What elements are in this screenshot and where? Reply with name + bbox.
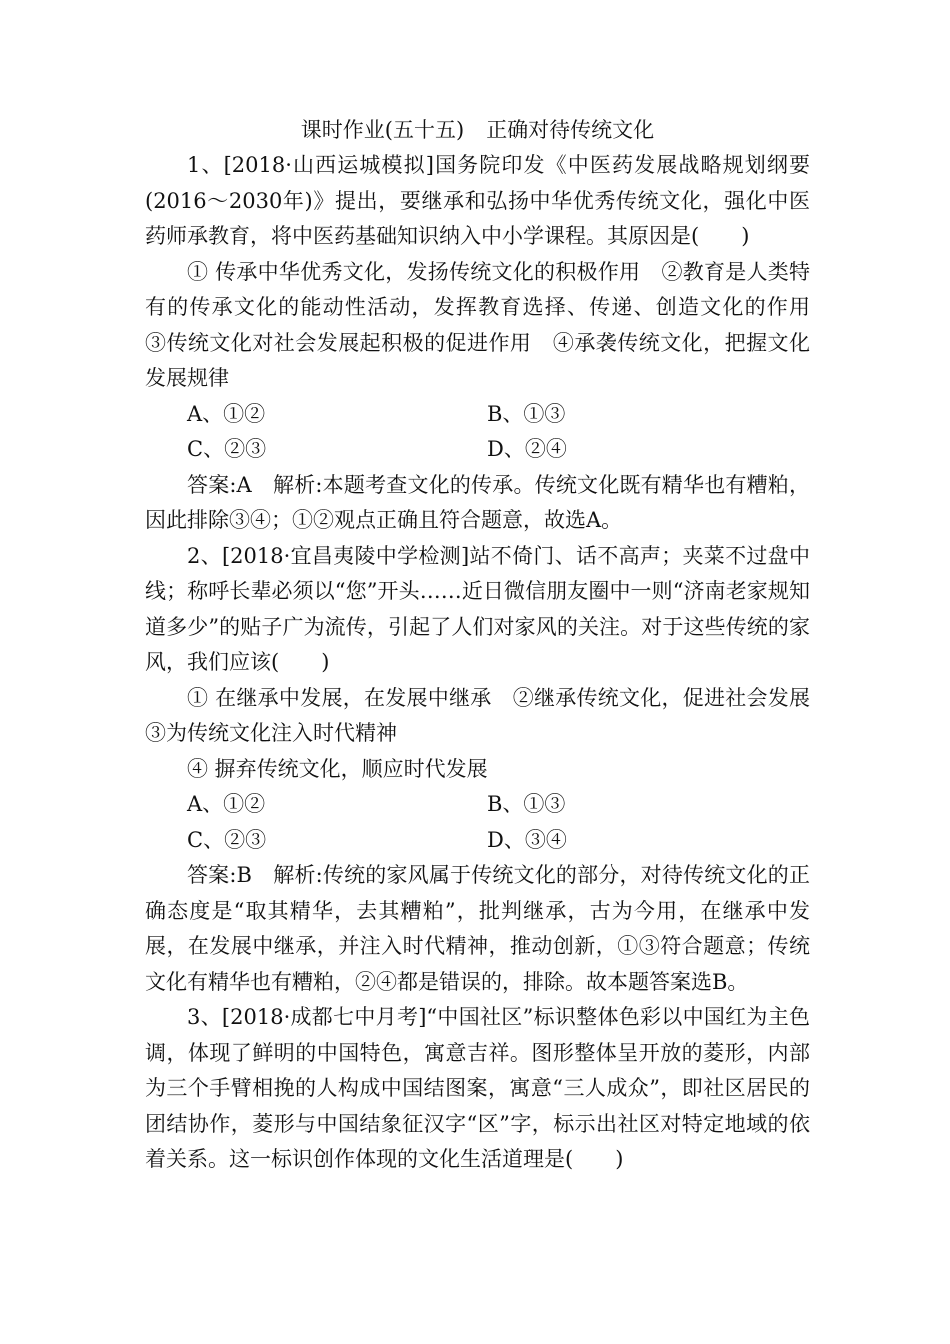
- option-a: A、①②: [187, 792, 266, 816]
- option-a: A、①②: [187, 401, 266, 426]
- question-2-options: [145, 787, 810, 858]
- question-2-statements: ① 在继承中发展，在发展中继承 ②继承传统文化，促进社会发展 ③为传统文化注入时代精神: [145, 685, 831, 745]
- question-1-options: [145, 397, 810, 468]
- option-b: B、①③: [487, 792, 566, 816]
- question-1-answer: 答案:A 解析:本题考查文化的传承。传统文化既有精华也有糟粕，因此排除③④；①②观点正确且符合题意，故选A。: [145, 472, 810, 532]
- question-1-stem: 1、[2018·山西运城模拟]国务院印发《中医药发展战略规划纲要(2016～2030年)》提出，要继承和弘扬中华优秀传统文化，强化中医药师承教育，将中医药基础知识纳入中小学课程。其原因是( ): [145, 153, 810, 248]
- option-c: C、②③: [187, 437, 267, 461]
- question-2-stem: 2、[2018·宜昌夷陵中学检测]站不倚门、话不高声；夹菜不过盘中线；称呼长辈必须以“您”开头……近日微信朋友圈中一则“济南老家规知道多少”的贴子广为流传，引起了人们对家风的关注。对于这些传统的家风，我们应该( ): [145, 543, 810, 674]
- option-b: B、①③: [487, 401, 566, 426]
- document-page: [145, 112, 831, 1178]
- option-d: D、②④: [487, 437, 567, 461]
- question-1-statements: ① 传承中华优秀文化，发扬传统文化的积极作用 ②教育是人类特有的传承文化的能动性活动，发挥教育选择、传递、创造文化的作用 ③传统文化对社会发展起积极的促进作用 ④承袭传统文化，把握文化发展规律: [145, 259, 831, 390]
- option-d: D、③④: [487, 827, 567, 852]
- page-title: [145, 112, 810, 148]
- question-3-stem: 3、[2018·成都七中月考]“中国社区”标识整体色彩以中国红为主色调，体现了鲜明的中国特色，寓意吉祥。图形整体呈开放的菱形，内部为三个手臂相挽的人构成中国结图案，寓意“三人成众”，即社区居民的团结协作，菱形与中国结象征汉字“区”字，标示出社区对特定地域的依着关系。这一标识创作体现的文化生活道理是( ): [145, 1005, 810, 1171]
- question-2-answer: 答案:B 解析:传统的家风属于传统文化的部分，对待传统文化的正确态度是“取其精华，去其糟粕”，批判继承，古为今用，在继承中发展，在发展中继承，并注入时代精神，推动创新，①③符合题意；传统文化有精华也有糟粕，②④都是错误的，排除。故本题答案选B。: [145, 863, 810, 994]
- title-part-1: 课时作业(五十五): [300, 118, 465, 142]
- option-c: C、②③: [187, 827, 267, 852]
- question-2-statement-4: ④ 摒弃传统文化，顺应时代发展: [187, 756, 488, 781]
- title-part-2: 正确对待传统文化: [486, 118, 655, 142]
